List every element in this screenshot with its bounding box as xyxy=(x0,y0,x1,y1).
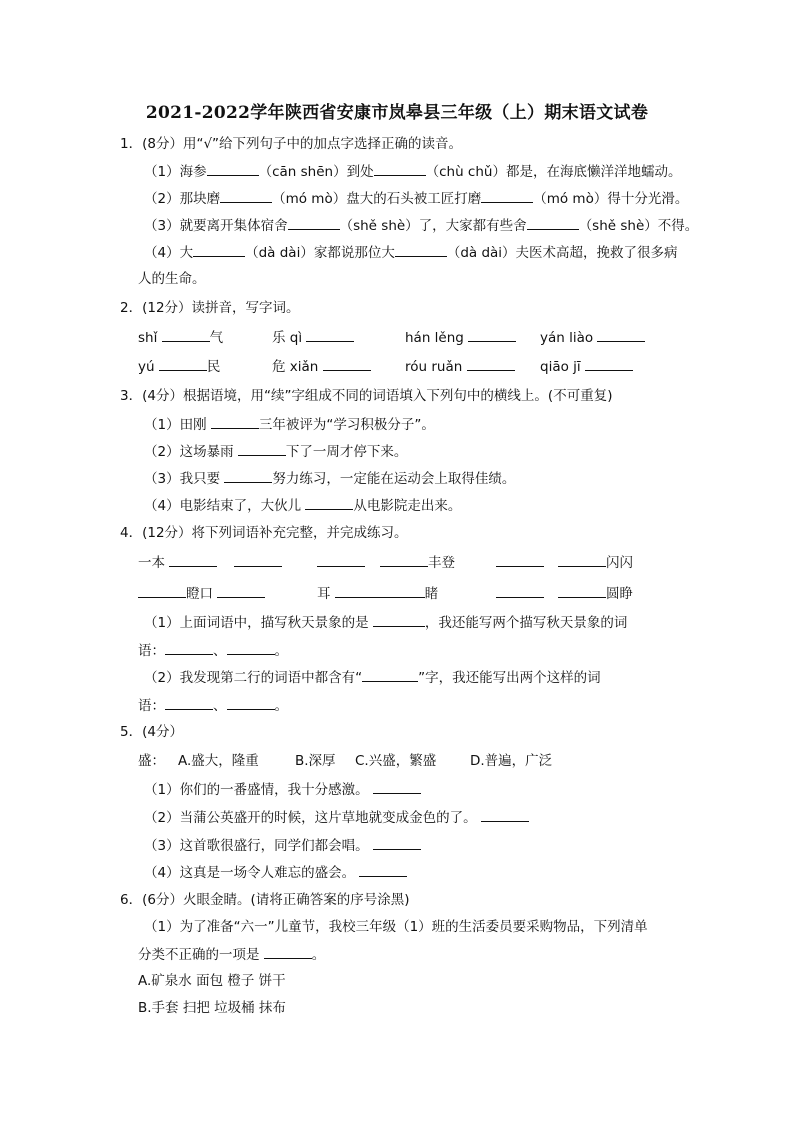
answer-blank[interactable] xyxy=(468,327,516,342)
q5-item-3: （3）这首歌很盛行，同学们都会唱。 xyxy=(144,835,421,856)
answer-blank[interactable] xyxy=(264,944,312,959)
q4-r1-c2 xyxy=(234,552,282,573)
q1-item-3: （3）就要离开集体宿舍 （shě shè）了，大家都有些舍 （shě shè）不得。 xyxy=(144,215,698,236)
q4-r2-c1: 瞪口 xyxy=(138,583,265,604)
q4-r1-c1: 一本 xyxy=(138,552,217,573)
q6-item-1-cont: 分类不正确的一项是 。 xyxy=(138,944,325,965)
q2-r1-c3: hán lěng xyxy=(405,327,516,348)
q3-item-1: （1）田刚 三年被评为“学习积极分子”。 xyxy=(144,414,435,435)
q5-item-2: （2）当蒲公英盛开的时候，这片草地就变成金色的了。 xyxy=(144,807,529,828)
q4-r2-c4: 圆睁 xyxy=(558,583,633,604)
q5-item-4: （4）这真是一场令人难忘的盛会。 xyxy=(144,862,407,883)
answer-blank[interactable] xyxy=(323,356,371,371)
answer-blank[interactable] xyxy=(288,215,340,230)
answer-blank[interactable] xyxy=(227,695,275,710)
q3-item-2: （2）这场暴雨 下了一周才停下来。 xyxy=(144,441,407,462)
answer-blank[interactable] xyxy=(217,583,265,598)
q5-item-1: （1）你们的一番盛情，我十分感激。 xyxy=(144,779,421,800)
q6-stem: 6．(6分）火眼金睛。(请将正确答案的序号涂黑) xyxy=(120,892,410,908)
q1-stem: 1．(8分）用“√”给下列句子中的加点字选择正确的读音。 xyxy=(120,136,463,152)
answer-blank[interactable] xyxy=(362,667,418,682)
q4-part-1-cont: 语： 、 。 xyxy=(138,640,288,661)
q2-r2-c3: róu ruǎn xyxy=(405,356,515,377)
answer-blank[interactable] xyxy=(224,468,272,483)
q1-item-4: （4）大 （dà dài）家都说那位大 （dà dài）夫医术高超，挽救了很多病 xyxy=(144,242,678,263)
answer-blank[interactable] xyxy=(305,495,353,510)
answer-blank[interactable] xyxy=(373,779,421,794)
answer-blank[interactable] xyxy=(220,188,272,203)
q6-option-b[interactable]: B.手套 扫把 垃圾桶 抹布 xyxy=(138,1000,286,1016)
q5-option-d: D.普遍，广泛 xyxy=(470,753,553,769)
q4-r1-c4: 丰登 xyxy=(380,552,455,573)
q5-stem: 5．(4分） xyxy=(120,724,183,740)
q2-r1-c2: 乐 qì xyxy=(272,327,354,348)
answer-blank[interactable] xyxy=(335,583,425,598)
q6-option-a[interactable]: A.矿泉水 面包 橙子 饼干 xyxy=(138,973,286,989)
q4-r2-c2: 耳 睹 xyxy=(317,583,438,604)
q3-item-3: （3）我只要 努力练习，一定能在运动会上取得佳绩。 xyxy=(144,468,515,489)
answer-blank[interactable] xyxy=(193,242,245,257)
answer-blank[interactable] xyxy=(374,161,426,176)
q1-item-4-cont: 人的生命。 xyxy=(138,271,206,287)
q4-part-1: （1）上面词语中，描写秋天景象的是 ，我还能写两个描写秋天景象的词 xyxy=(144,612,627,633)
answer-blank[interactable] xyxy=(373,835,421,850)
page-title: 2021-2022学年陕西省安康市岚皋县三年级（上）期末语文试卷 xyxy=(145,103,649,123)
q2-r1-c4: yán liào xyxy=(540,327,645,348)
answer-blank[interactable] xyxy=(481,807,529,822)
answer-blank[interactable] xyxy=(481,188,533,203)
answer-blank[interactable] xyxy=(359,862,407,877)
answer-blank[interactable] xyxy=(238,441,286,456)
q3-stem: 3．(4分）根据语境，用“续”字组成不同的词语填入下列句中的横线上。(不可重复) xyxy=(120,388,613,404)
q2-r1-c1: shǐ 气 xyxy=(138,327,223,348)
answer-blank[interactable] xyxy=(585,356,633,371)
answer-blank[interactable] xyxy=(234,552,282,567)
q6-item-1: （1）为了准备“六一”儿童节，我校三年级（1）班的生活委员要采购物品，下列清单 xyxy=(144,919,648,935)
answer-blank[interactable] xyxy=(496,552,544,567)
answer-blank[interactable] xyxy=(395,242,447,257)
answer-blank[interactable] xyxy=(558,552,606,567)
q1-item-2: （2）那块磨 （mó mò）盘大的石头被工匠打磨 （mó mò）得十分光滑。 xyxy=(144,188,688,209)
q5-option-b: B.深厚 xyxy=(295,753,336,769)
answer-blank[interactable] xyxy=(211,414,259,429)
answer-blank[interactable] xyxy=(373,612,425,627)
answer-blank[interactable] xyxy=(467,356,515,371)
q5-option-a: A.盛大，隆重 xyxy=(178,753,259,769)
q5-label: 盛： xyxy=(138,753,165,769)
q4-stem: 4．(12分）将下列词语补充完整，并完成练习。 xyxy=(120,525,408,541)
q2-r2-c4: qiāo jī xyxy=(540,356,633,377)
q5-option-c: C.兴盛，繁盛 xyxy=(355,753,437,769)
answer-blank[interactable] xyxy=(558,583,606,598)
q4-r2-c3 xyxy=(496,583,544,604)
answer-blank[interactable] xyxy=(162,327,210,342)
answer-blank[interactable] xyxy=(496,583,544,598)
answer-blank[interactable] xyxy=(527,215,579,230)
answer-blank[interactable] xyxy=(165,695,213,710)
q3-item-4: （4）电影结束了，大伙儿 从电影院走出来。 xyxy=(144,495,461,516)
q2-r2-c1: yú 民 xyxy=(138,356,220,377)
answer-blank[interactable] xyxy=(317,552,365,567)
answer-blank[interactable] xyxy=(159,356,207,371)
answer-blank[interactable] xyxy=(169,552,217,567)
answer-blank[interactable] xyxy=(380,552,428,567)
answer-blank[interactable] xyxy=(138,583,186,598)
answer-blank[interactable] xyxy=(597,327,645,342)
q4-r1-c6: 闪闪 xyxy=(558,552,633,573)
q1-item-1: （1）海参 （cān shēn）到处 （chù chǔ）都是，在海底懒洋洋地蠕动。 xyxy=(144,161,681,182)
q4-r1-c3 xyxy=(317,552,365,573)
q2-r2-c2: 危 xiǎn xyxy=(272,356,371,377)
answer-blank[interactable] xyxy=(306,327,354,342)
answer-blank[interactable] xyxy=(207,161,259,176)
q4-part-2: （2）我发现第二行的词语中都含有“ ”字，我还能写出两个这样的词 xyxy=(144,667,601,688)
q2-stem: 2．(12分）读拼音，写字词。 xyxy=(120,300,300,316)
q4-r1-c5 xyxy=(496,552,544,573)
answer-blank[interactable] xyxy=(165,640,213,655)
q4-part-2-cont: 语： 、 。 xyxy=(138,695,288,716)
answer-blank[interactable] xyxy=(227,640,275,655)
